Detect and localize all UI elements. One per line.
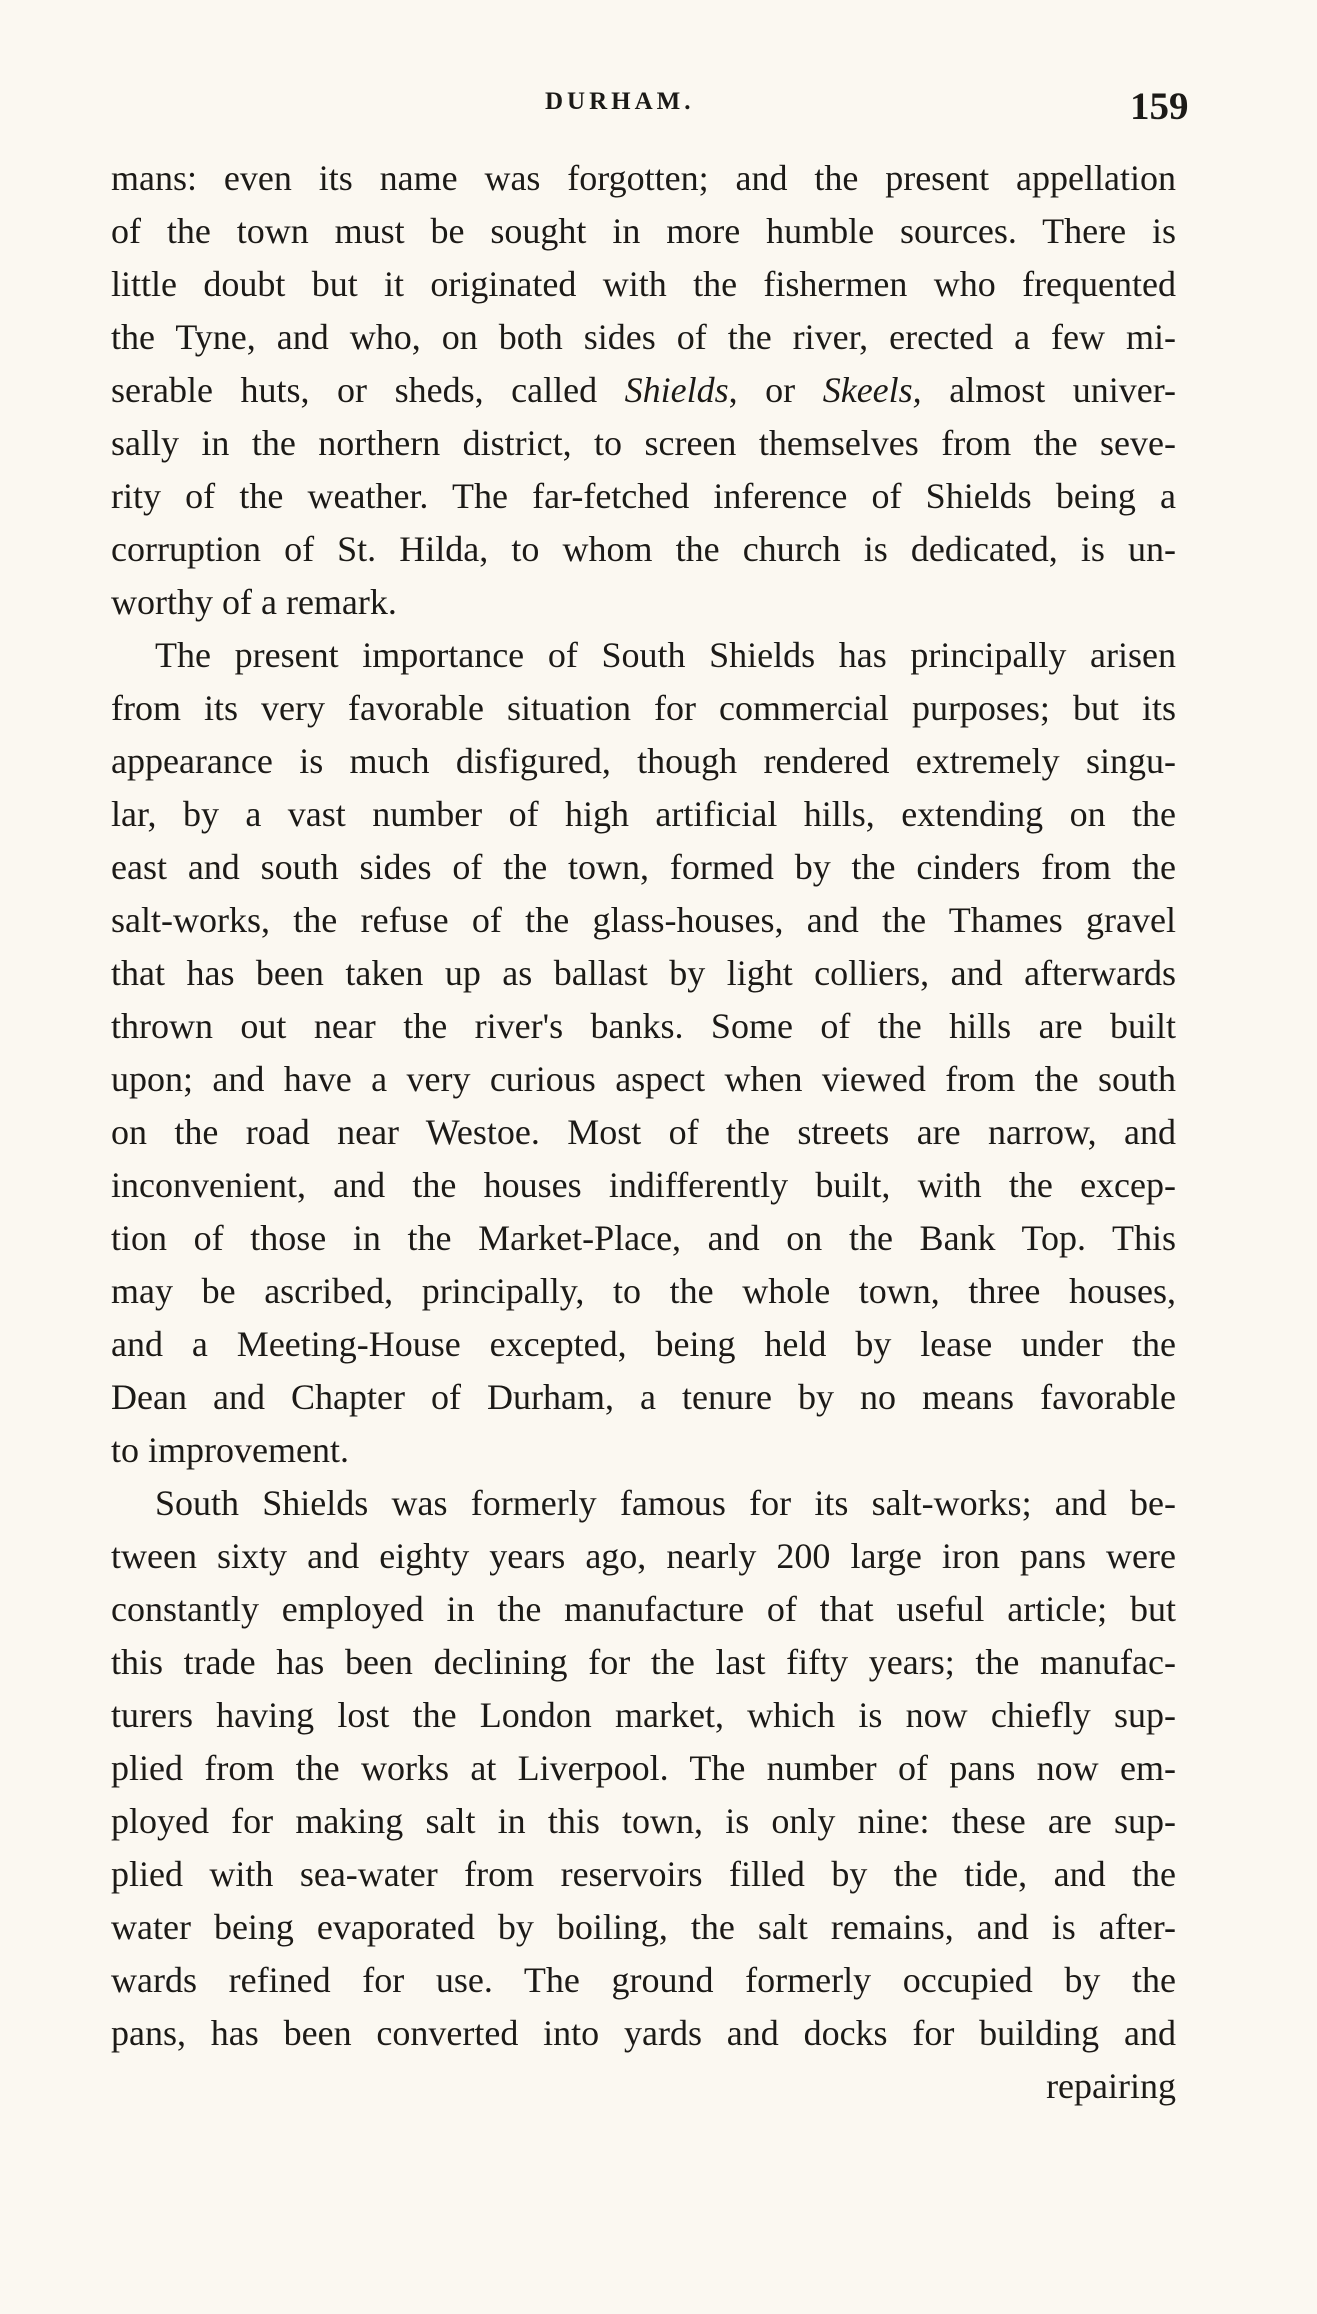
- text-line: tween sixty and eighty years ago, nearly 200 large iron pans were: [111, 1536, 1176, 1576]
- catchword: repairing: [1046, 2066, 1176, 2106]
- text-line: wards refined for use. The ground formerly occupied by the: [111, 1960, 1176, 2000]
- text-line: and a Meeting-House excepted, being held by lease under the: [111, 1324, 1176, 1364]
- text-line: plied with sea-water from reservoirs filled by the tide, and the: [111, 1854, 1176, 1894]
- text-line: to improvement.: [111, 1430, 349, 1470]
- text-line: constantly employed in the manufacture of that useful article; but: [111, 1589, 1176, 1629]
- page-number: 159: [1130, 85, 1189, 128]
- text-line: the Tyne, and who, on both sides of the river, erected a few mi-: [111, 317, 1176, 357]
- text-line: salt-works, the refuse of the glass-houses, and the Thames gravel: [111, 900, 1176, 940]
- text-line: turers having lost the London market, which is now chiefly sup-: [111, 1695, 1176, 1735]
- text-line: mans: even its name was forgotten; and the present appellation: [111, 158, 1176, 198]
- text-line: plied from the works at Liverpool. The number of pans now em-: [111, 1748, 1176, 1788]
- text-line: tion of those in the Market-Place, and on the Bank Top. This: [111, 1218, 1176, 1258]
- running-head: DURHAM.: [545, 88, 695, 115]
- text-line: Dean and Chapter of Durham, a tenure by no means favorable: [111, 1377, 1176, 1417]
- text-line-with-italics: [111, 364, 1176, 417]
- text-line: from its very favorable situation for commercial purposes; but its: [111, 688, 1176, 728]
- text-line: that has been taken up as ballast by light colliers, and afterwards: [111, 953, 1176, 993]
- italic-term-skeels: Skeels,: [822, 370, 922, 410]
- text-fragment: almost univer-: [921, 370, 1176, 410]
- text-line: ployed for making salt in this town, is only nine: these are sup-: [111, 1801, 1176, 1841]
- paragraph-start-line: South Shields was formerly famous for its salt-works; and be-: [155, 1483, 1176, 1523]
- text-line: worthy of a remark.: [111, 582, 397, 622]
- italic-term-shields: Shields: [624, 370, 729, 410]
- text-line: this trade has been declining for the last fifty years; the manufac-: [111, 1642, 1176, 1682]
- text-line: thrown out near the river's banks. Some of the hills are built: [111, 1006, 1176, 1046]
- text-line: pans, has been converted into yards and docks for building and: [111, 2013, 1176, 2053]
- body-text: [111, 152, 1176, 2113]
- text-line: inconvenient, and the houses indifferently built, with the excep-: [111, 1165, 1176, 1205]
- text-line: east and south sides of the town, formed by the cinders from the: [111, 847, 1176, 887]
- text-line: little doubt but it originated with the fishermen who frequented: [111, 264, 1176, 304]
- text-fragment: serable huts, or sheds, called: [111, 370, 625, 410]
- text-line: on the road near Westoe. Most of the streets are narrow, and: [111, 1112, 1176, 1152]
- text-line: water being evaporated by boiling, the salt remains, and is after-: [111, 1907, 1176, 1947]
- text-fragment: , or: [728, 370, 823, 410]
- text-line: may be ascribed, principally, to the whole town, three houses,: [111, 1271, 1176, 1311]
- text-line: sally in the northern district, to screen themselves from the seve-: [111, 423, 1176, 463]
- text-line: lar, by a vast number of high artificial hills, extending on the: [111, 794, 1176, 834]
- paragraph-start-line: The present importance of South Shields has principally arisen: [155, 635, 1176, 675]
- text-line: of the town must be sought in more humble sources. There is: [111, 211, 1176, 251]
- text-line: corruption of St. Hilda, to whom the church is dedicated, is un-: [111, 529, 1176, 569]
- text-line: upon; and have a very curious aspect when viewed from the south: [111, 1059, 1176, 1099]
- text-line: rity of the weather. The far-fetched inference of Shields being a: [111, 476, 1176, 516]
- text-line: appearance is much disfigured, though rendered extremely singu-: [111, 741, 1176, 781]
